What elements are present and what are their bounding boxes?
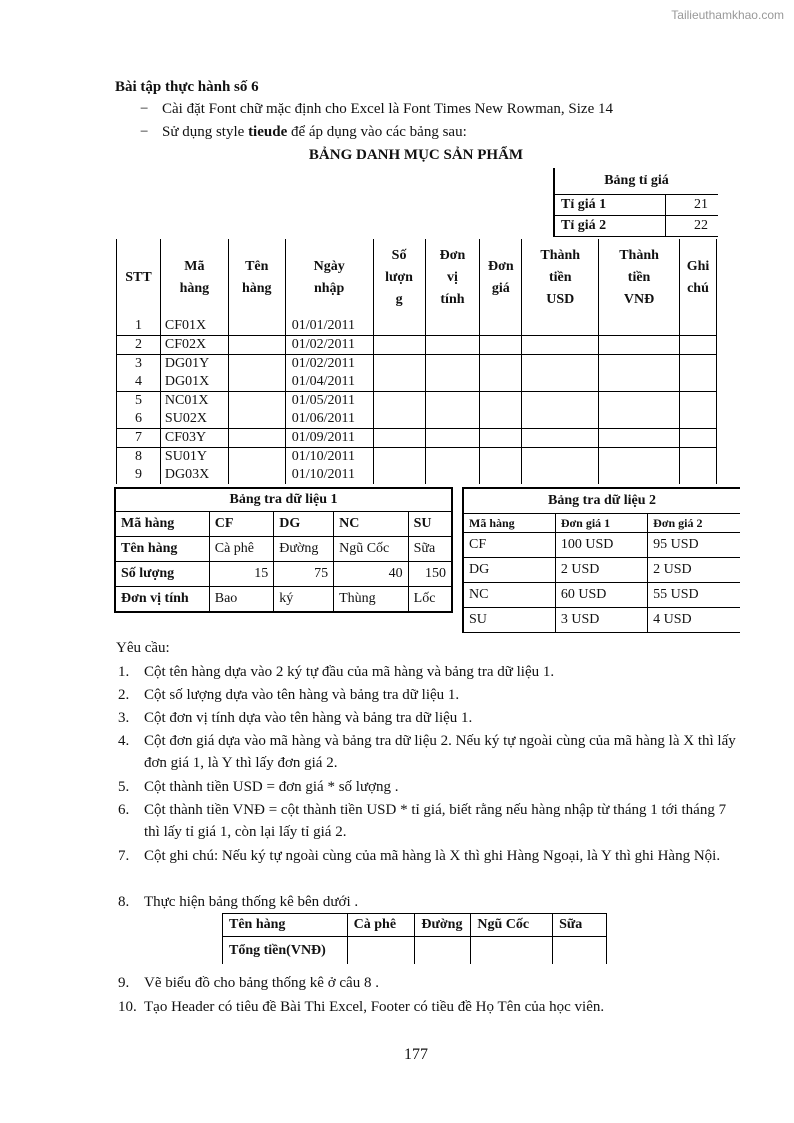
lookup-table-1	[114, 487, 453, 613]
table-title: BẢNG DANH MỤC SẢN PHẨM	[308, 147, 524, 163]
exercise-title: Bài tập thực hành số 6	[115, 79, 259, 95]
lookup-table-1-title: Bảng tra dữ liệu 1	[115, 488, 452, 512]
col-header-ngay-nhap: Ngày nhập	[285, 239, 373, 317]
col-header-thanh-tien-usd: Thành tiền USD	[522, 239, 599, 317]
statistics-table	[222, 913, 607, 964]
table-row: 8 SU01Y 01/10/2011	[117, 448, 717, 467]
product-table	[116, 239, 717, 484]
bullet-text: Cài đặt Font chữ mặc định cho Excel là Font Times New Rowman, Size 14	[162, 101, 613, 117]
col-header-ten-hang: Tên hàng	[228, 239, 285, 317]
table-row: Tên hàng Cà phê Đường Ngũ Cốc Sữa	[223, 914, 607, 937]
col-header-ghi-chu: Ghi chú	[679, 239, 716, 317]
col-header-don-vi-tinh: Đơn vị tính	[425, 239, 480, 317]
table-row: 2 CF02X 01/02/2011	[117, 336, 717, 355]
rate-table-title: Bảng tỉ giá	[554, 168, 718, 195]
rate-label: Tỉ giá 1	[554, 195, 666, 216]
bullet-text: Sử dụng style tieude để áp dụng vào các bảng sau:	[162, 124, 467, 140]
table-header-row	[117, 239, 717, 317]
rate-value: 21	[666, 195, 718, 216]
table-row	[554, 195, 718, 216]
style-name: tieude	[248, 124, 288, 140]
table-row: CF 100 USD 95 USD	[463, 533, 740, 558]
table-row: Tổng tiền(VNĐ)	[223, 937, 607, 965]
page-number: 177	[404, 1046, 428, 1063]
table-row: 7 CF03Y 01/09/2011	[117, 429, 717, 448]
table-row: Mã hàng CF DG NC SU	[115, 512, 452, 537]
table-row: 1 CF01X 01/01/2011	[117, 317, 717, 336]
col-header-don-gia: Đơn giá	[480, 239, 522, 317]
lookup-table-2-title: Bảng tra dữ liệu 2	[463, 488, 740, 514]
table-row: 9 DG03X 01/10/2011	[117, 466, 717, 484]
table-row: 3 DG01Y 01/02/2011	[117, 355, 717, 374]
col-header-ma-hang: Mã hàng	[160, 239, 228, 317]
table-row	[554, 216, 718, 237]
col-header-stt: STT	[117, 239, 161, 317]
rate-label: Tỉ giá 2	[554, 216, 666, 237]
table-row: Tên hàng Cà phê Đường Ngũ Cốc Sữa	[115, 537, 452, 562]
col-header-so-luong: Số lượn g	[373, 239, 425, 317]
requirements-title: Yêu cầu:	[116, 640, 170, 656]
col-header-thanh-tien-vnd: Thành tiền VNĐ	[599, 239, 680, 317]
lookup-table-2	[462, 487, 740, 633]
table-row: 5 NC01X 01/05/2011	[117, 392, 717, 411]
table-row: Đơn vị tính Bao ký Thùng Lốc	[115, 587, 452, 613]
bullet-dash: −	[140, 124, 149, 140]
table-row: DG 2 USD 2 USD	[463, 558, 740, 583]
table-header-row: Mã hàng Đơn giá 1 Đơn giá 2	[463, 514, 740, 533]
table-row: 6 SU02X 01/06/2011	[117, 410, 717, 429]
table-row: 4 DG01X 01/04/2011	[117, 373, 717, 392]
rate-value: 22	[666, 216, 718, 237]
rate-table	[553, 168, 718, 237]
bullet-dash: −	[140, 101, 149, 117]
watermark: Tailieuthamkhao.com	[671, 8, 784, 22]
table-row: NC 60 USD 55 USD	[463, 583, 740, 608]
table-row: Số lượng 15 75 40 150	[115, 562, 452, 587]
table-row: SU 3 USD 4 USD	[463, 608, 740, 633]
